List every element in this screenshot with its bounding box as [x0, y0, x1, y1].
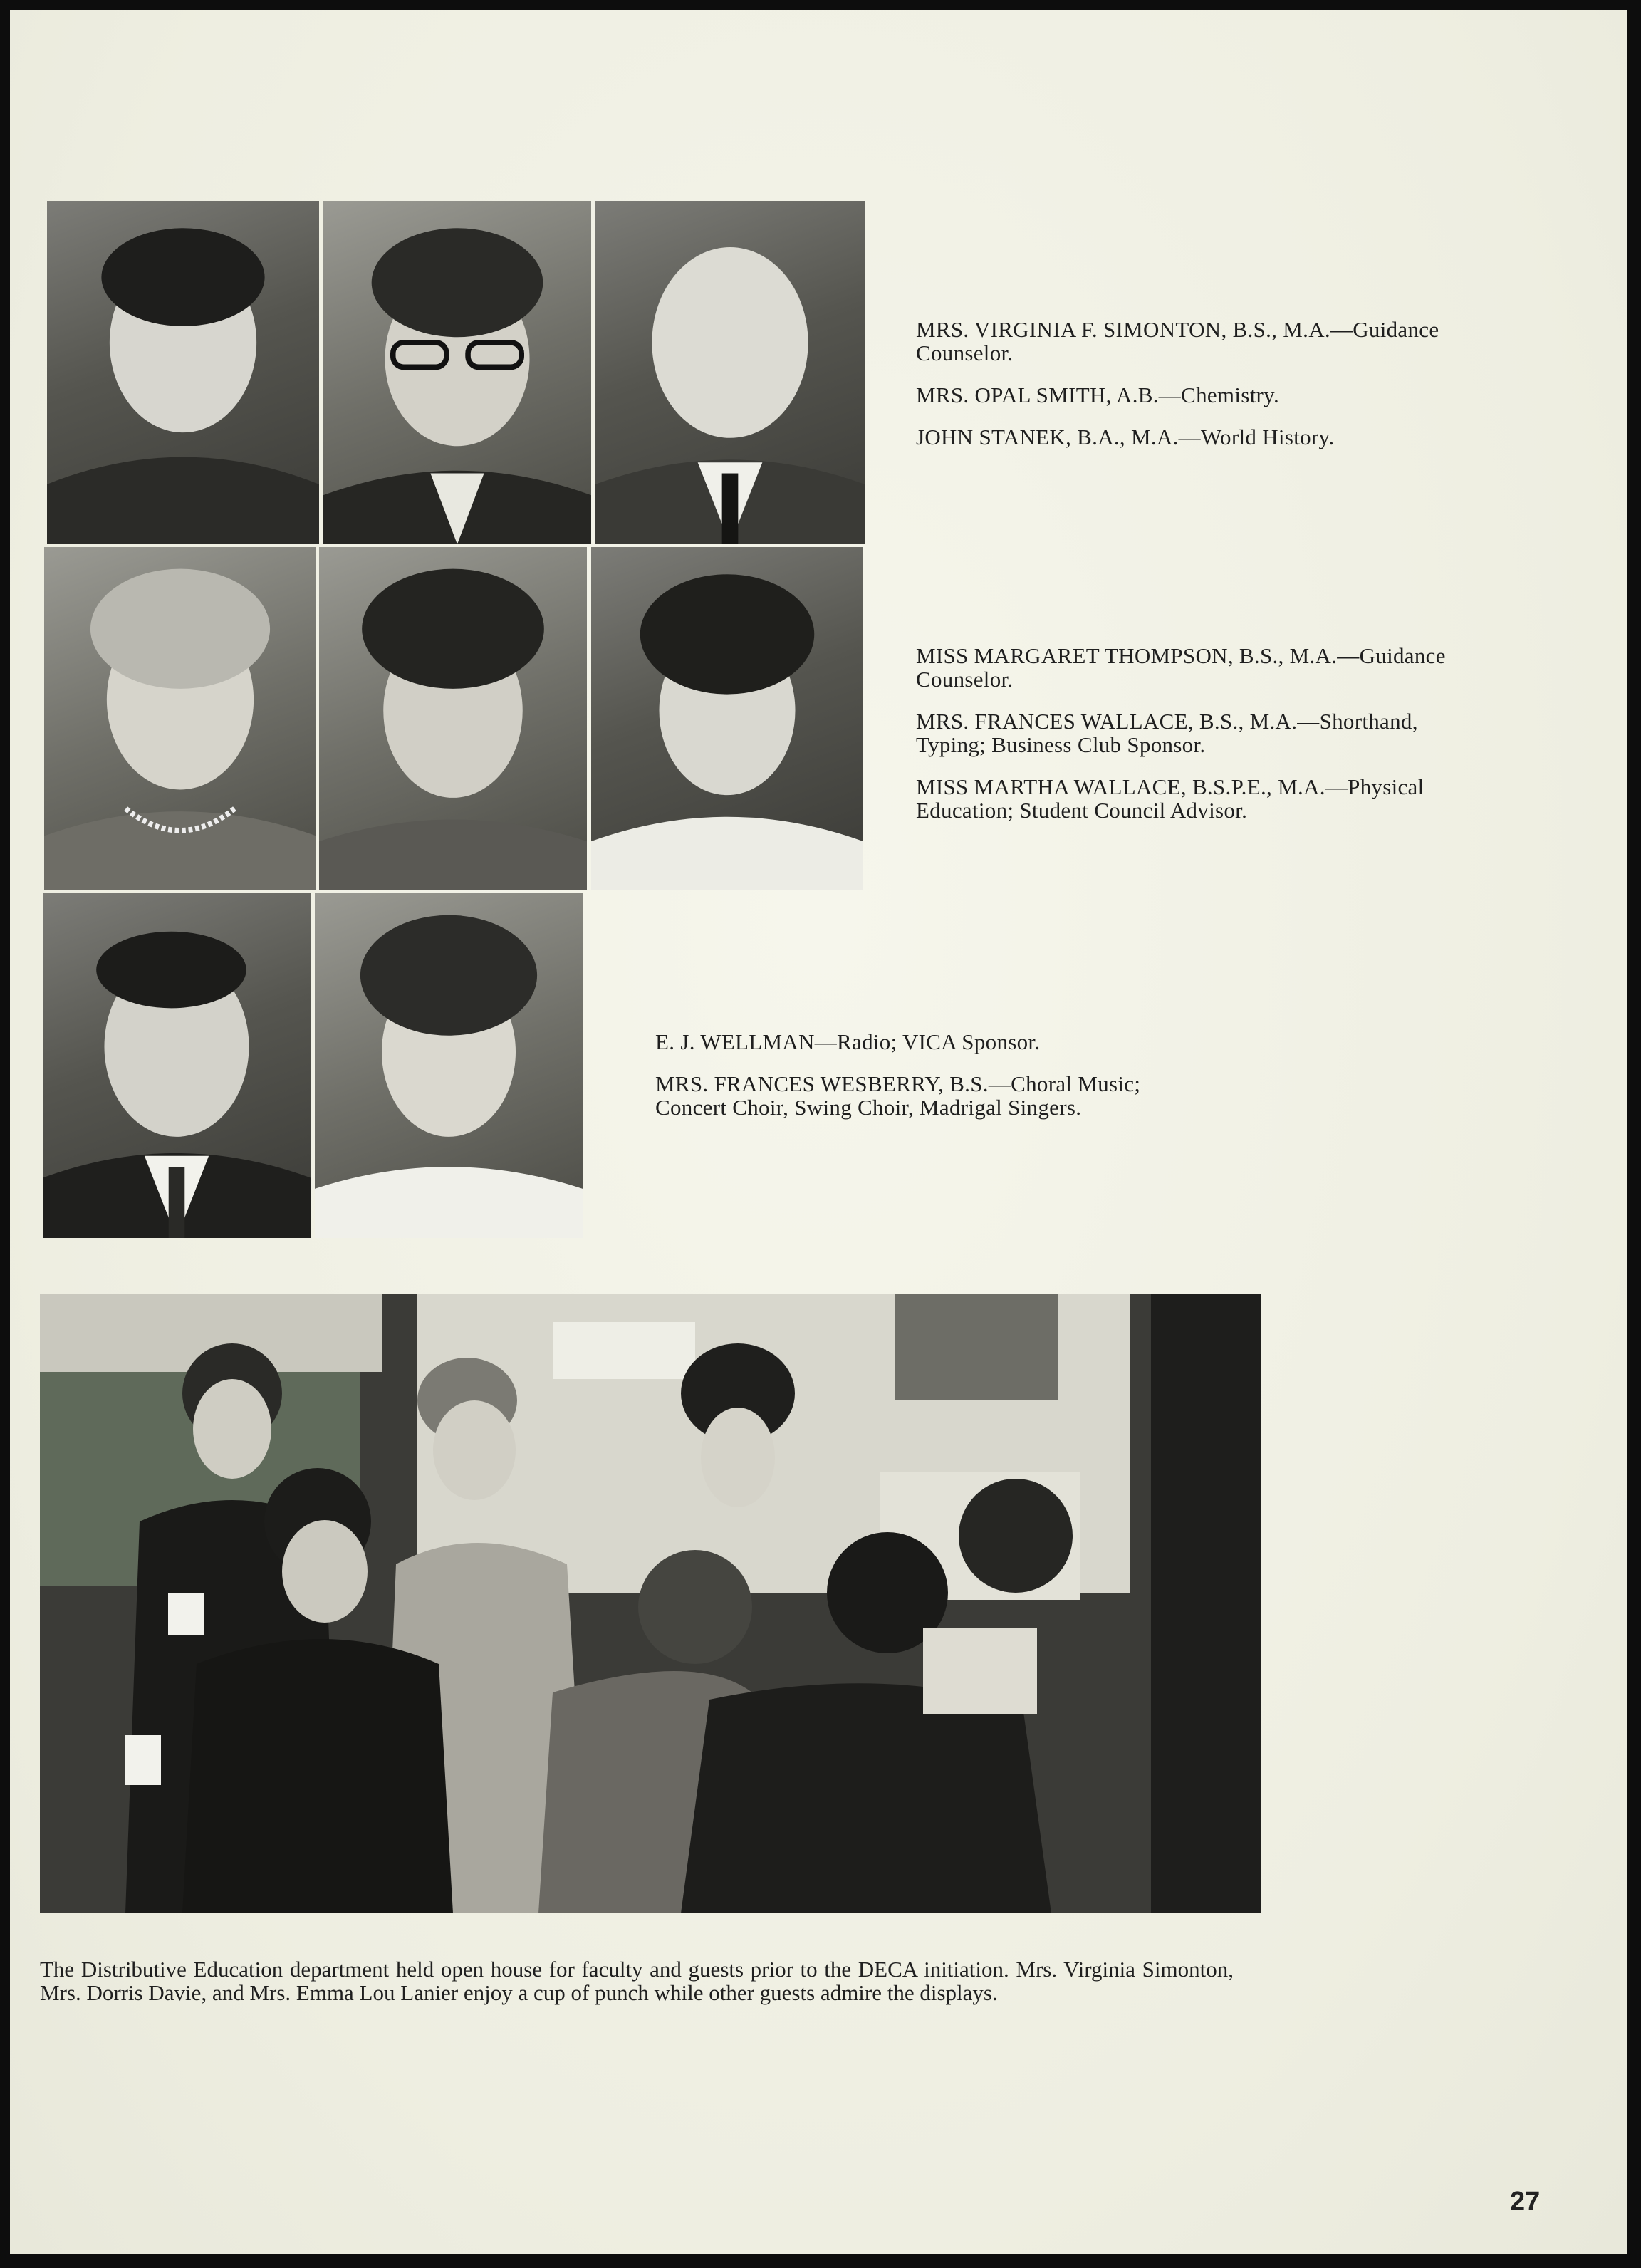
portrait-frances-wallace: [319, 547, 587, 890]
portrait-simonton: [47, 201, 319, 544]
faculty-entry: MRS. OPAL SMITH, A.B.—Chemistry.: [916, 383, 1279, 407]
yearbook-page: [10, 10, 1627, 2254]
faculty-entry: E. J. WELLMAN—Radio; VICA Sponsor.: [655, 1029, 1041, 1054]
page-number: 27: [1510, 2187, 1541, 2217]
faculty-block-2: [916, 644, 1464, 841]
faculty-entry: MRS. VIRGINIA F. SIMONTON, B.S., M.A.—Guidance Counselor.: [916, 317, 1439, 365]
portrait-stanek: [595, 201, 865, 544]
faculty-block-3: [655, 1030, 1204, 1138]
portrait-wellman: [43, 893, 311, 1238]
portrait-thompson: [44, 547, 316, 890]
photo-caption: The Distributive Education department held open house for faculty and guests prior to the DECA initiation. Mrs. Virginia Simonton, Mrs. Dorris Davie, and Mrs. Emma Lou Lanier enjoy a cup of punch while other guests admire the displays.: [40, 1957, 1234, 2005]
portrait-wesberry: [315, 893, 583, 1238]
faculty-entry: MRS. FRANCES WALLACE, B.S., M.A.—Shorthand, Typing; Business Club Sponsor.: [916, 709, 1418, 757]
faculty-entry: JOHN STANEK, B.A., M.A.—World History.: [916, 425, 1335, 449]
faculty-entry: MRS. FRANCES WESBERRY, B.S.—Choral Music; Concert Choir, Swing Choir, Madrigal Singers.: [655, 1071, 1141, 1120]
faculty-entry: MISS MARGARET THOMPSON, B.S., M.A.—Guidance Counselor.: [916, 643, 1446, 692]
faculty-block-1: [916, 318, 1464, 467]
portrait-smith: [323, 201, 591, 544]
portrait-martha-wallace: [591, 547, 863, 890]
open-house-photo: [40, 1294, 1261, 1913]
faculty-entry: MISS MARTHA WALLACE, B.S.P.E., M.A.—Physical Education; Student Council Advisor.: [916, 774, 1424, 823]
